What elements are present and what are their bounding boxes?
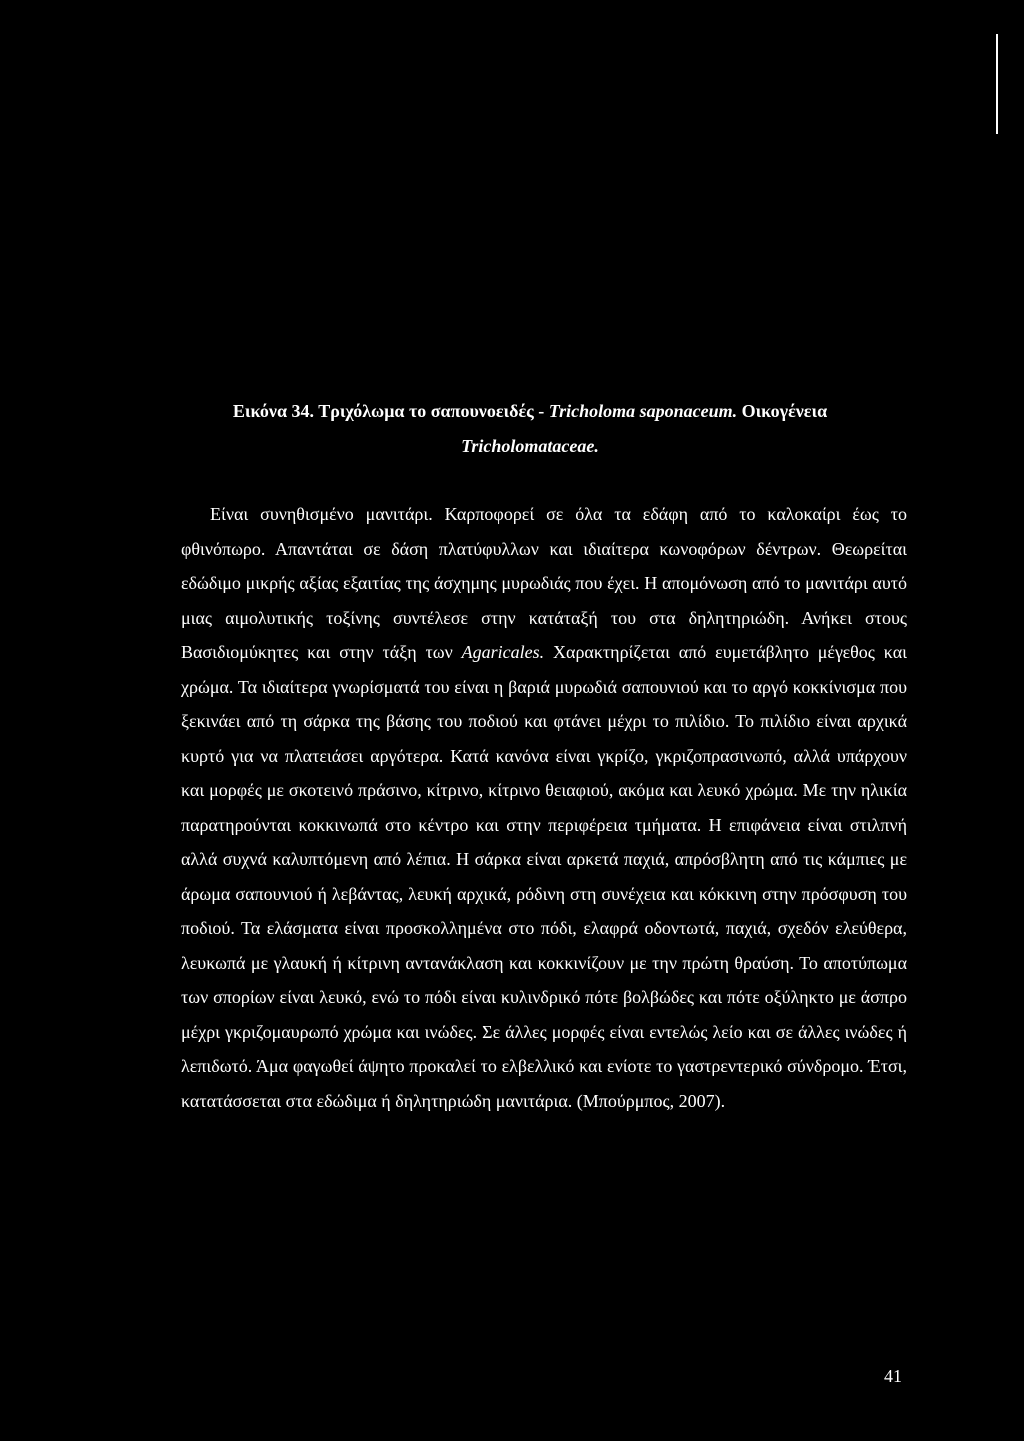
caption-family-label: Οικογένεια xyxy=(737,401,828,421)
page-number: 41 xyxy=(884,1366,902,1386)
paragraph-order-name: Agaricales. xyxy=(461,642,545,662)
body-paragraph xyxy=(181,497,907,1118)
figure-caption xyxy=(150,394,910,464)
paragraph-text-part1: Είναι συνηθισμένο μανιτάρι. Καρποφορεί σε όλα τα εδάφη από το καλοκαίρι έως το φθινόπωρο. Απαντάται σε δάση πλατύφυλλων και ιδιαίτερα κωνοφόρων δέντρων. Θεωρείται εδώδιμο μικρής αξίας εξαιτίας της άσχημης μυρωδιάς που έχει. Η απομόνωση από το μανιτάρι αυτό μιας αιμολυτικής τοξίνης συντέλεσε στην κατάταξή του στα δηλητηριώδη. Ανήκει στους Βασιδιομύκητες και στην τάξη των xyxy=(181,504,907,662)
caption-text: Εικόνα 34. Τριχόλωμα το σαπουνοειδές - xyxy=(232,401,549,421)
caption-latin-family: Tricholomataceae. xyxy=(461,436,599,456)
caption-latin-species: Tricholoma saponaceum. xyxy=(548,401,738,421)
paragraph-text-part2: Χαρακτηρίζεται από ευμετάβλητο μέγεθος και χρώμα. Τα ιδιαίτερα γνωρίσματά του είναι η βαριά μυρωδιά σαπουνιού και το αργό κοκκίνισμα που ξεκινάει από τη σάρκα της βάσης του ποδιού και φτάνει μέχρι το πιλίδιο. Το πιλίδιο είναι αρχικά κυρτό για να πλατειάσει αργότερα. Κατά κανόνα είναι γκρίζο, γκριζοπρασινωπό, αλλά υπάρχουν και μορφές με σκοτεινό πράσινο, κίτρινο, κίτρινο θειαφιού, ακόμα και λευκό χρώμα. Με την ηλικία παρατηρούνται κοκκινωπά στο κέντρο και στην περιφέρεια τμήματα. Η επιφάνεια είναι στιλπνή αλλά συχνά καλυπτόμενη από λέπια. Η σάρκα είναι αρκετά παχιά, απρόσβλητη από τις κάμπιες με άρωμα σαπουνιού ή λεβάντας, λευκή αρχικά, ρόδινη στη συνέχεια και κόκκινη στην πρόσφυση του ποδιού. Τα ελάσματα είναι προσκολλημένα στο πόδι, ελαφρά οδοντωτά, παχιά, σχεδόν ελεύθερα, λευκωπά με γλαυκή ή κίτρινη αντανάκλαση και κοκκινίζουν με την πρώτη θραύση. Το αποτύπωμα των σπορίων είναι λευκό, ενώ το πόδι είναι κυλινδρικό πότε βολβώδες και πότε οξύληκτο με άσπρο μέχρι γκριζομαυρωπό χρώμα και ινώδες. Σε άλλες μορφές είναι εντελώς λείο και σε άλλες ινώδες ή λεπιδωτό. Άμα φαγωθεί άψητο προκαλεί το ελβελλικό και ενίοτε το γαστρεντερικό σύνδρομο. Έτσι, κατατάσσεται στα εδώδιμα ή δηλητηριώδη μανιτάρια. (Μπούρμπος, 2007). xyxy=(181,642,907,1111)
scan-edge-mark xyxy=(996,34,998,134)
